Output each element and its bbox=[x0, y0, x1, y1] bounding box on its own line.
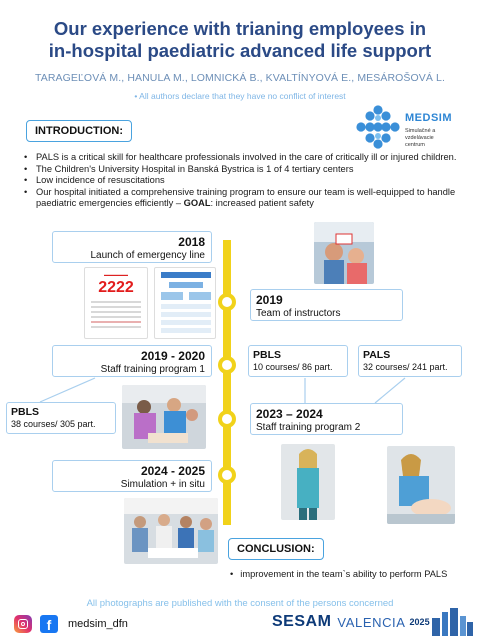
intro-item-2: • The Children's University Hospital in Banská Bystrica is 1 of 4 tertiary centers bbox=[22, 164, 462, 176]
timeline-box-2024-2025 bbox=[52, 460, 212, 492]
title-line-1: Our experience with trianing employees in bbox=[53, 18, 427, 39]
timeline-box-2018 bbox=[52, 231, 212, 263]
title-line-2: in-hospital paediatric advanced life support bbox=[48, 40, 432, 61]
social-handle: medsim_dfn bbox=[68, 618, 128, 630]
conclusion-item-text: improvement in the team`s ability to perform PALS bbox=[240, 569, 448, 579]
intro-item-4-text: Our hospital initiated a comprehensive training program to ensure our team is well-equipped to handle paediatric emergencies efficiently – bbox=[36, 186, 456, 209]
photo-simulation-in-situ bbox=[124, 498, 218, 564]
intro-item-3: • Low incidence of resuscitations bbox=[22, 175, 462, 187]
timeline-desc: Simulation + in situ bbox=[120, 479, 205, 490]
photo-consent-note: All photographs are published with the consent of the persons concerned bbox=[86, 598, 394, 609]
authors: TARAGEĽOVÁ M., HANULA M., LOMNICKÁ B., KVALTÍNYOVÁ E., MESÁROŠOVÁ L. bbox=[35, 72, 445, 84]
photo-staff-training-1 bbox=[122, 385, 206, 449]
poster-number: 2222 bbox=[98, 279, 134, 296]
pals-right-value: 32 courses/ 241 part. bbox=[363, 362, 448, 372]
goal-label: GOAL bbox=[183, 198, 211, 209]
pbls-left-label: PBLS bbox=[11, 406, 40, 418]
timeline-desc: Team of instructors bbox=[256, 308, 341, 319]
city-skyline-icon bbox=[430, 604, 474, 636]
pbls-right-label: PBLS bbox=[253, 349, 282, 361]
sesam-year: 2025 bbox=[409, 617, 430, 627]
timeline-year: 2024 - 2025 bbox=[140, 464, 205, 478]
logo-subtitle: Simulačné a vzdelávacie centrum bbox=[405, 128, 436, 148]
poster-emergency-line: ▬▬▬▬▬▬ 2222 bbox=[84, 267, 148, 339]
introduction-list bbox=[22, 152, 462, 210]
medsim-cross-icon bbox=[355, 104, 401, 150]
timeline-dot-2020 bbox=[218, 356, 236, 374]
poster-title bbox=[0, 18, 480, 62]
photo-children-emergency-sign bbox=[314, 222, 374, 284]
timeline-year: 2019 bbox=[256, 293, 283, 307]
timeline-box-2019-2020 bbox=[52, 345, 212, 377]
pals-right-label: PALS bbox=[363, 349, 391, 361]
timeline-desc: Staff training program 1 bbox=[100, 364, 205, 375]
medsim-logo bbox=[355, 104, 455, 150]
sesam-city: VALENCIA bbox=[337, 614, 406, 630]
goal-text: : increased patient safety bbox=[210, 198, 314, 209]
introduction-label: INTRODUCTION: bbox=[26, 120, 132, 142]
conflict-of-interest: • All authors declare that they have no conflict of interest bbox=[134, 91, 346, 101]
photo-staff-training-2b bbox=[387, 446, 455, 524]
timeline-dot-2024 bbox=[218, 410, 236, 428]
pbls-right-box bbox=[248, 345, 348, 377]
intro-item-1: • PALS is a critical skill for healthcare professionals involved in the care of critically ill or injured children. bbox=[22, 152, 462, 164]
timeline-desc: Staff training program 2 bbox=[256, 422, 361, 433]
pbls-left-box bbox=[6, 402, 116, 434]
timeline-box-2023-2024 bbox=[250, 403, 403, 435]
pals-right-box bbox=[358, 345, 462, 377]
poster-protocol-flowchart bbox=[154, 267, 216, 339]
photo-staff-training-2a bbox=[281, 444, 335, 520]
footer-social bbox=[14, 614, 128, 634]
conclusion-label: CONCLUSION: bbox=[228, 538, 324, 560]
timeline-year: 2019 - 2020 bbox=[140, 349, 205, 363]
timeline-dot-2019 bbox=[218, 293, 236, 311]
instagram-icon[interactable] bbox=[14, 615, 32, 633]
timeline-year: 2018 bbox=[178, 235, 205, 249]
pbls-right-value: 10 courses/ 86 part. bbox=[253, 362, 333, 372]
conclusion-item bbox=[230, 569, 447, 579]
intro-item-4 bbox=[22, 187, 462, 210]
timeline-year: 2023 – 2024 bbox=[256, 407, 323, 421]
pbls-left-value: 38 courses/ 305 part. bbox=[11, 419, 96, 429]
sesam-logo bbox=[272, 608, 430, 636]
timeline-desc: Launch of emergency line bbox=[90, 250, 205, 261]
timeline-dot-2025 bbox=[218, 466, 236, 484]
logo-name: MEDSIM bbox=[405, 112, 452, 124]
timeline-box-2019 bbox=[250, 289, 403, 321]
sesam-name: SESAM bbox=[272, 613, 332, 630]
facebook-icon[interactable]: f bbox=[40, 615, 58, 633]
